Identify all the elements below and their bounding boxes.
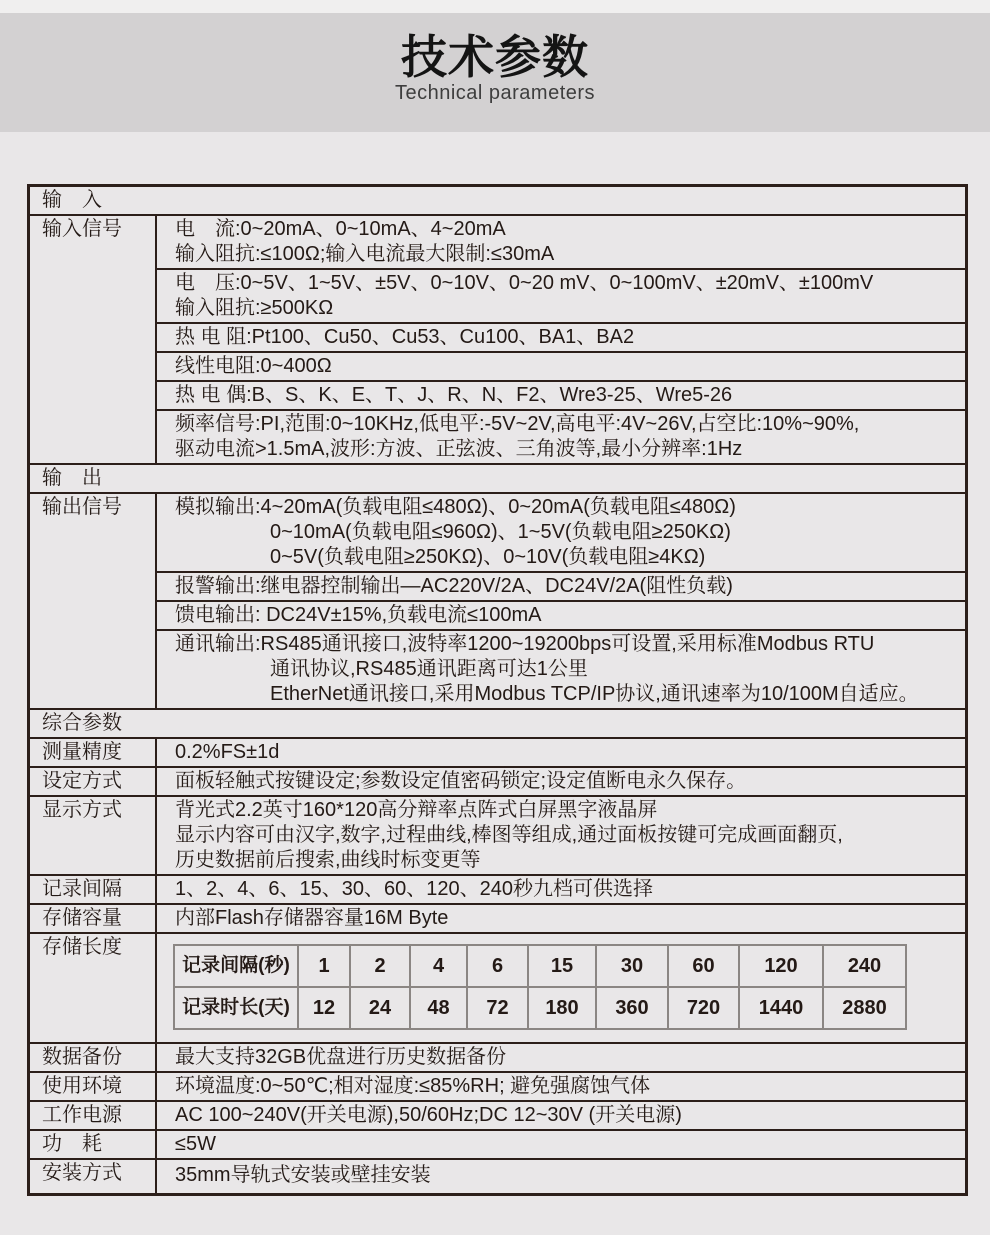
- installation-label: 安装方式: [30, 1160, 157, 1193]
- consumption-value: ≤5W: [175, 1133, 216, 1155]
- installation-value: 35mm导轨式安装或壁挂安装: [175, 1164, 431, 1186]
- output-analog-block: [157, 494, 965, 571]
- row-accuracy: [30, 737, 965, 766]
- input-voltage-line2: 输入阻抗:≥500KΩ: [175, 297, 334, 319]
- row-output-signal: [30, 492, 965, 708]
- input-linear-resistance-block: [157, 351, 965, 380]
- environment-value: 环境温度:0~50℃;相对湿度:≤85%RH; 避免强腐蚀气体: [175, 1075, 651, 1097]
- output-communication-line1: 通讯输出:RS485通讯接口,波特率1200~19200bps可设置,采用标准Modbus RTU: [175, 633, 875, 655]
- input-thermocouple-line: 热 电 偶:B、S、K、E、T、J、R、N、F2、Wre3-25、Wre5-26: [175, 384, 733, 406]
- output-feed-line: 馈电输出: DC24V±15%,负载电流≤100mA: [175, 604, 542, 626]
- page-subtitle: Technical parameters: [394, 82, 596, 104]
- output-communication-line3: EtherNet通讯接口,采用Modbus TCP/IP协议,通讯速率为10/100M自适应。: [270, 683, 919, 705]
- row-input-signal: [30, 214, 965, 463]
- row-consumption: [30, 1129, 965, 1158]
- storage-table-cell: 2: [351, 946, 409, 986]
- input-section-label: 输 入: [42, 189, 102, 211]
- row-storage-capacity: [30, 903, 965, 932]
- environment-label: 使用环境: [30, 1073, 157, 1100]
- input-current-line1: 电 流:0~20mA、0~10mA、4~20mA: [175, 218, 506, 240]
- storage-table-cell: 180: [529, 988, 595, 1028]
- storage-table-cell: 60: [669, 946, 738, 986]
- output-feed-block: [157, 600, 965, 629]
- storage-table-cell: 4: [411, 946, 466, 986]
- storage-table-cell: 240: [824, 946, 905, 986]
- storage-table-cell: 12: [299, 988, 349, 1028]
- storage-length-table: [173, 944, 907, 1030]
- input-frequency-line2: 驱动电流>1.5mA,波形:方波、正弦波、三角波等,最小分辨率:1Hz: [175, 438, 743, 460]
- row-power: [30, 1100, 965, 1129]
- record-interval-value: 1、2、4、6、15、30、60、120、240秒九档可供选择: [175, 878, 653, 900]
- row-installation: [30, 1158, 965, 1193]
- row-storage-length: [30, 932, 965, 1042]
- input-linear-resistance-line: 线性电阻:0~400Ω: [175, 355, 332, 377]
- output-analog-line1: 模拟输出:4~20mA(负载电阻≤480Ω)、0~20mA(负载电阻≤480Ω): [175, 496, 736, 518]
- power-value: AC 100~240V(开关电源),50/60Hz;DC 12~30V (开关电源): [175, 1104, 682, 1126]
- storage-capacity-value: 内部Flash存储器容量16M Byte: [175, 907, 449, 929]
- storage-table-cell: 360: [597, 988, 667, 1028]
- storage-table-cell: 72: [468, 988, 527, 1028]
- output-section-label: 输 出: [42, 467, 102, 489]
- storage-table-header-cell: 记录间隔(秒): [175, 946, 297, 986]
- output-analog-line3: 0~5V(负载电阻≥250KΩ)、0~10V(负载电阻≥4KΩ): [270, 546, 706, 568]
- accuracy-value: 0.2%FS±1d: [175, 741, 280, 763]
- input-voltage-line1: 电 压:0~5V、1~5V、±5V、0~10V、0~20 mV、0~100mV、±20mV、±100mV: [175, 272, 874, 294]
- backup-value: 最大支持32GB优盘进行历史数据备份: [175, 1046, 507, 1068]
- row-setting: [30, 766, 965, 795]
- power-label: 工作电源: [30, 1102, 157, 1129]
- storage-table-cell: 1440: [740, 988, 822, 1028]
- row-backup: [30, 1042, 965, 1071]
- row-output-section: [30, 463, 965, 492]
- storage-table-cell: 6: [468, 946, 527, 986]
- spec-table: [27, 184, 968, 1196]
- storage-table-cell: 2880: [824, 988, 905, 1028]
- setting-value: 面板轻触式按键设定;参数设定值密码锁定;设定值断电永久保存。: [175, 770, 747, 792]
- storage-capacity-label: 存储容量: [30, 905, 157, 932]
- storage-table-cell: 720: [669, 988, 738, 1028]
- accuracy-label: 测量精度: [30, 739, 157, 766]
- output-communication-block: [157, 629, 965, 708]
- storage-table-cell: 120: [740, 946, 822, 986]
- top-strip: [0, 0, 990, 13]
- storage-table-cell: 15: [529, 946, 595, 986]
- output-alarm-block: [157, 571, 965, 600]
- row-environment: [30, 1071, 965, 1100]
- display-line2: 显示内容可由汉字,数字,过程曲线,棒图等组成,通过面板按键可完成画面翻页,: [175, 824, 843, 846]
- row-input-section: [30, 187, 965, 214]
- input-signal-label: 输入信号: [30, 216, 157, 463]
- output-communication-line2: 通讯协议,RS485通讯距离可达1公里: [270, 658, 588, 680]
- display-label: 显示方式: [30, 797, 157, 874]
- row-display: [30, 795, 965, 874]
- storage-table-cell: 1: [299, 946, 349, 986]
- storage-table-cell: 24: [351, 988, 409, 1028]
- input-voltage-block: [157, 268, 965, 322]
- consumption-label: 功 耗: [30, 1131, 157, 1158]
- record-interval-label: 记录间隔: [30, 876, 157, 903]
- input-thermocouple-block: [157, 380, 965, 409]
- backup-label: 数据备份: [30, 1044, 157, 1071]
- input-frequency-line1: 频率信号:PI,范围:0~10KHz,低电平:-5V~2V,高电平:4V~26V,占空比:10%~90%,: [175, 413, 860, 435]
- input-rtd-block: [157, 322, 965, 351]
- input-rtd-line: 热 电 阻:Pt100、Cu50、Cu53、Cu100、BA1、BA2: [175, 326, 635, 348]
- display-line1: 背光式2.2英寸160*120高分辩率点阵式白屏黑字液晶屏: [175, 799, 658, 821]
- setting-label: 设定方式: [30, 768, 157, 795]
- output-signal-label: 输出信号: [30, 494, 157, 708]
- general-section-label: 综合参数: [42, 712, 122, 734]
- page-title: 技术参数: [401, 31, 589, 83]
- input-current-line2: 输入阻抗:≤100Ω;输入电流最大限制:≤30mA: [175, 243, 555, 265]
- output-analog-line2: 0~10mA(负载电阻≤960Ω)、1~5V(负载电阻≥250KΩ): [270, 521, 731, 543]
- storage-table-cell: 48: [411, 988, 466, 1028]
- title-banner: [0, 13, 990, 132]
- row-record-interval: [30, 874, 965, 903]
- output-alarm-line: 报警输出:继电器控制输出—AC220V/2A、DC24V/2A(阻性负载): [175, 575, 733, 597]
- row-general-section: [30, 708, 965, 737]
- storage-table-header-cell: 记录时长(天): [175, 988, 297, 1028]
- input-frequency-block: [157, 409, 965, 463]
- storage-table-cell: 30: [597, 946, 667, 986]
- display-line3: 历史数据前后搜索,曲线时标变更等: [175, 849, 481, 871]
- input-current-block: [157, 216, 965, 268]
- storage-length-label: 存储长度: [30, 934, 157, 1042]
